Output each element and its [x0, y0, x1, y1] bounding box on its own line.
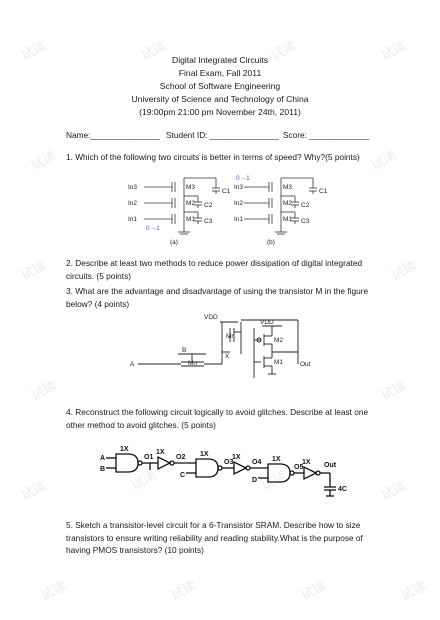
figure-2-transistor-circuit	[126, 312, 326, 388]
fig3-out-label: Out	[324, 462, 337, 469]
fig1a-c3-label: C3	[204, 218, 213, 225]
score-blank: _____________	[309, 130, 370, 140]
fig2-x-label: X	[225, 353, 230, 360]
fig1b-m2-label: M2	[283, 200, 293, 207]
fig3-o4-label: O4	[252, 459, 262, 466]
fig1b-c1-label: C1	[319, 188, 328, 195]
name-label: Name:	[66, 130, 91, 140]
watermark: 试读	[18, 38, 49, 64]
fig1b-c2-label: C2	[301, 202, 310, 209]
watermark: 试读	[258, 468, 289, 494]
fig3-load-label: 4C	[338, 486, 347, 493]
watermark: 试读	[268, 38, 299, 64]
fig3-a-label: A	[100, 455, 106, 462]
fig3-gate2-size: 1X	[156, 449, 165, 456]
fig1a-c2-label: C2	[204, 202, 213, 209]
watermark: 试读	[18, 258, 49, 284]
watermark: 试读	[368, 148, 399, 174]
name-field	[66, 129, 160, 141]
student-id-label: Student ID:	[166, 130, 208, 140]
fig3-gate1-size: 1X	[120, 446, 129, 453]
watermark: 试读	[28, 148, 59, 174]
fig1b-in1-label: In1	[234, 216, 244, 223]
fig2-a-label: A	[130, 361, 135, 368]
watermark: 试读	[388, 258, 419, 284]
course-title: Digital Integrated Circuits	[171, 55, 268, 65]
university-name: University of Science and Technology of China	[131, 94, 309, 104]
fig3-o3-label: O3	[224, 459, 234, 466]
question-4: 4. Reconstruct the following circuit logically to avoid glitches. Describe at least one other method to avoid glitches. (5 points)	[66, 407, 369, 430]
fig3-gate6-size: 1X	[302, 459, 311, 466]
fig2-vdd1-label: VDD	[204, 314, 218, 321]
watermark: 试读	[128, 468, 159, 494]
student-id-blank: _______________	[209, 130, 280, 140]
watermark: 试读	[378, 38, 409, 64]
fig1b-in2-label: In2	[234, 200, 244, 207]
fig3-o2-label: O2	[176, 454, 186, 461]
fig1b-transition-label: 0→1	[236, 175, 250, 182]
score-label: Score:	[283, 130, 307, 140]
figure-3-gate-chain	[100, 444, 360, 506]
watermark: 试读	[138, 38, 169, 64]
fig2-m1-label: M1	[274, 359, 284, 366]
watermark: 试读	[38, 578, 69, 604]
fig3-gate4-size: 1X	[232, 454, 241, 461]
fig1a-transition-label: 0→1	[146, 225, 160, 232]
student-id-field	[166, 129, 279, 141]
fig3-d-label: D	[252, 477, 258, 484]
fig1b-in3-label: In3	[234, 184, 244, 191]
fig1a-in1-label: In1	[128, 216, 138, 223]
watermark: 试读	[378, 378, 409, 404]
fig2-b-label: B	[182, 347, 187, 354]
name-blank: _______________	[90, 130, 160, 140]
watermark: 试读	[28, 378, 59, 404]
fig1b-c3-label: C3	[301, 218, 310, 225]
watermark: 试读	[168, 578, 199, 604]
fig1a-m1-label: M1	[186, 216, 196, 223]
fig3-b-label: B	[100, 466, 106, 473]
fig1a-in3-label: In3	[128, 184, 138, 191]
question-3: 3. What are the advantage and disadvantage of using the transistor M in the figure below? (4 points)	[66, 286, 369, 309]
score-field	[283, 129, 369, 141]
fig1a-m3-label: M3	[186, 184, 196, 191]
fig2-mr-label: Mr	[226, 333, 234, 340]
watermark: 试读	[398, 578, 429, 604]
question-2: 2. Describe at least two methods to reduce power dissipation of digital integrated circuits. (5 points)	[66, 258, 363, 281]
question-5: 5. Sketch a transistor-level circuit for a 6-Transistor SRAM. Describe how to size transistors to ensure writing reliability and reading stability.What is the purpose of having PMOS transistors? (10 points)	[66, 520, 363, 556]
fig1a-caption: (a)	[170, 239, 178, 246]
watermark: 试读	[378, 478, 409, 504]
fig2-mn-label: Mn	[188, 360, 198, 367]
fig1a-in2-label: In2	[128, 200, 138, 207]
fig2-vdd2-label: VDD	[260, 319, 274, 326]
fig3-gate5-size: 1X	[272, 456, 281, 463]
fig3-o5-label: O5	[294, 464, 304, 471]
figure-1-circuits	[126, 172, 336, 248]
fig1a-c1-label: C1	[222, 188, 231, 195]
watermark: 试读	[298, 578, 329, 604]
school-name: School of Software Engineering	[159, 81, 281, 91]
fig2-out-label: Out	[300, 361, 311, 368]
fig1b-m3-label: M3	[283, 184, 293, 191]
fig1b-caption: (b)	[267, 239, 275, 246]
fig2-m2-label: M2	[274, 337, 284, 344]
fig1a-m2-label: M2	[186, 200, 196, 207]
fig3-o1-label: O1	[144, 454, 154, 461]
exam-title: Final Exam, Fall 2011	[178, 68, 262, 78]
fig3-c-label: C	[180, 472, 186, 479]
exam-time: (19:00pm 21:00 pm November 24th, 2011)	[139, 107, 301, 117]
question-1: 1. Which of the following two circuits is better in terms of speed? Why?(5 points)	[66, 152, 360, 162]
watermark: 试读	[18, 478, 49, 504]
fig3-gate3-size: 1X	[200, 451, 209, 458]
fig1b-m1-label: M1	[283, 216, 293, 223]
